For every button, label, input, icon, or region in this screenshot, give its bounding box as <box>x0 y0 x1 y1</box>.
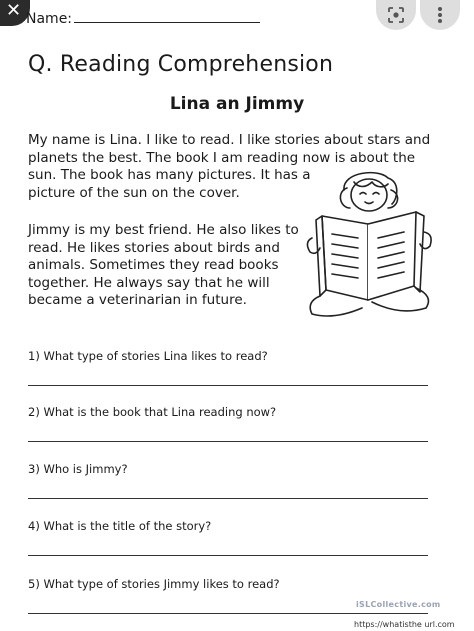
answer-line-1[interactable] <box>28 385 428 386</box>
answer-line-4[interactable] <box>28 555 428 556</box>
question-4: 4) What is the title of the story? <box>28 519 212 533</box>
paragraph-line: read. He likes stories about birds and <box>28 239 280 256</box>
paragraph-line: Jimmy is my best friend. He also likes to <box>28 222 299 238</box>
name-line <box>74 10 260 23</box>
name-label: Name: <box>26 11 73 27</box>
more-vertical-icon <box>437 6 443 24</box>
question-2: 2) What is the book that Lina reading now? <box>28 405 277 419</box>
paragraph-line: animals. Sometimes they read books <box>28 257 279 273</box>
question-1: 1) What type of stories Lina likes to read? <box>28 349 268 363</box>
question-3: 3) Who is Jimmy? <box>28 462 128 476</box>
name-field <box>26 10 260 27</box>
paragraph-line: sun. The book has many pictures. It has a <box>28 167 311 183</box>
more-options-button[interactable] <box>420 0 460 30</box>
paragraph-line: picture of the sun on the cover. <box>28 184 240 201</box>
source-url[interactable]: https://whatisthe url.com <box>354 620 455 629</box>
paragraph-2 <box>28 222 308 310</box>
question-5: 5) What type of stories Jimmy likes to read? <box>28 577 280 591</box>
close-icon: ✕ <box>6 0 22 21</box>
watermark-text: iSLCollective.com <box>356 600 441 609</box>
paragraph-line: planets the best. The book I am reading now is about the <box>28 149 416 166</box>
answer-line-2[interactable] <box>28 441 428 442</box>
lens-button[interactable] <box>376 0 416 30</box>
lens-icon <box>387 6 405 24</box>
story-title: Lina an Jimmy <box>169 94 305 114</box>
girl-reading-illustration <box>292 168 452 320</box>
paragraph-line: became a veterinarian in future. <box>28 292 247 308</box>
paragraph-line: My name is Lina. I like to read. I like stories about stars and <box>28 132 431 148</box>
worksheet-title: Q. Reading Comprehension <box>28 52 334 77</box>
paragraph-line: together. He always say that he will <box>28 274 270 291</box>
answer-line-3[interactable] <box>28 498 428 499</box>
answer-line-5[interactable] <box>28 613 428 614</box>
